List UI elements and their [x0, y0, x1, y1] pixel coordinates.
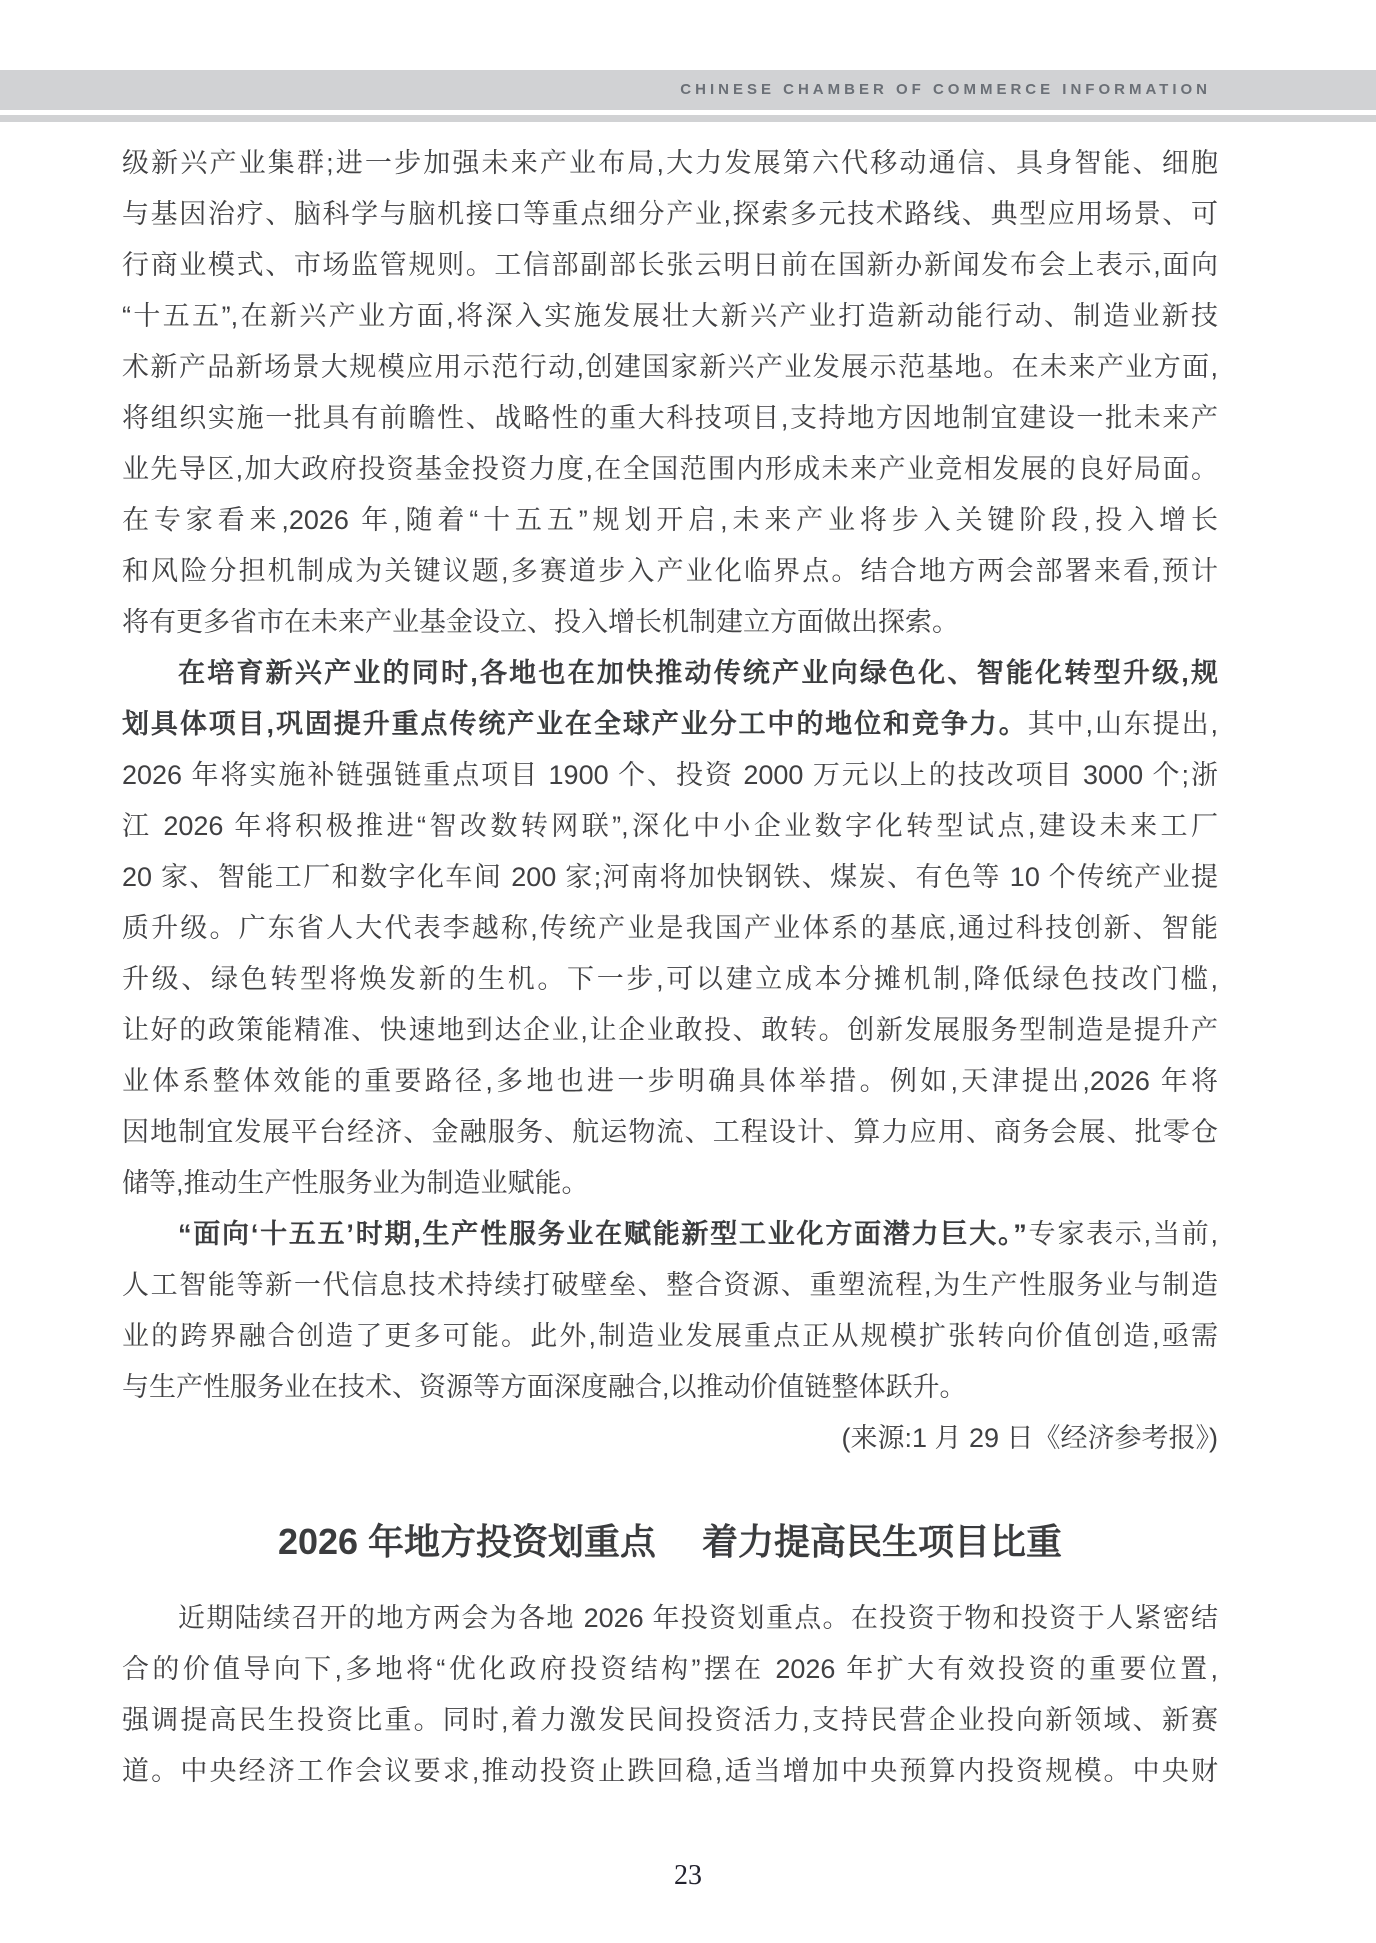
- header-rule: [0, 115, 1376, 122]
- text-line: [122, 393, 1218, 444]
- text-segment: 在专家看来,2026 年,随着“十五五”规划开启,未来产业将步入关键阶段,投入增长: [122, 505, 1218, 535]
- text-line: [122, 495, 1218, 546]
- paragraph: [122, 648, 1218, 1209]
- text-segment: 江 2026 年将积极推进“智改数转网联”,深化中小企业数字化转型试点,建设未来工厂: [122, 811, 1218, 841]
- article-2-title: 2026 年地方投资划重点 着力提高民生项目比重: [277, 1521, 1063, 1562]
- text-line: [122, 342, 1218, 393]
- text-line: [122, 954, 1218, 1005]
- text-segment: 与生产性服务业在技术、资源等方面深度融合,以推动价值链整体跃升。: [122, 1372, 967, 1402]
- text-line: [122, 1746, 1218, 1797]
- text-line: [122, 189, 1218, 240]
- text-line: [122, 801, 1218, 852]
- text-segment: 升级、绿色转型将焕发新的生机。下一步,可以建立成本分摊机制,降低绿色技改门槛,: [122, 964, 1218, 994]
- text-segment: 专家表示,当前,: [1026, 1219, 1218, 1249]
- text-segment: 强调提高民生投资比重。同时,着力激发民间投资活力,支持民营企业投向新领域、新赛: [122, 1705, 1218, 1735]
- text-line: [122, 852, 1218, 903]
- text-segment: 合的价值导向下,多地将“优化政府投资结构”摆在 2026 年扩大有效投资的重要位置,: [122, 1654, 1218, 1684]
- paragraph: [122, 1209, 1218, 1413]
- text-line: [122, 699, 1218, 750]
- text-segment: 20 家、智能工厂和数字化车间 200 家;河南将加快钢铁、煤炭、有色等 10 个传统产业提: [122, 862, 1218, 892]
- text-segment: 近期陆续召开的地方两会为各地 2026 年投资划重点。在投资于物和投资于人紧密结: [178, 1603, 1218, 1633]
- bold-text-segment: “面向‘十五五’时期,生产性服务业在赋能新型工业化方面潜力巨大。”: [178, 1219, 1027, 1249]
- text-line: [122, 903, 1218, 954]
- text-line: [122, 1056, 1218, 1107]
- text-segment: 将组织实施一批具有前瞻性、战略性的重大科技项目,支持地方因地制宜建设一批未来产: [122, 403, 1218, 433]
- text-segment: 道。中央经济工作会议要求,推动投资止跌回稳,适当增加中央预算内投资规模。中央财: [122, 1756, 1218, 1786]
- text-line: [122, 291, 1218, 342]
- text-line: [122, 240, 1218, 291]
- text-line: [122, 597, 1218, 648]
- text-segment: 2026 年将实施补链强链重点项目 1900 个、投资 2000 万元以上的技改项目 3000 个;浙: [122, 760, 1218, 790]
- text-segment: 与基因治疗、脑科学与脑机接口等重点细分产业,探索多元技术路线、典型应用场景、可: [122, 199, 1218, 229]
- bold-text-segment: 划具体项目,巩固提升重点传统产业在全球产业分工中的地位和竞争力。: [122, 709, 1028, 739]
- page-content: [122, 138, 1218, 1797]
- text-segment: 业的跨界融合创造了更多可能。此外,制造业发展重点正从规模扩张转向价值创造,亟需: [122, 1321, 1218, 1351]
- text-line: [122, 1260, 1218, 1311]
- bold-text-segment: 在培育新兴产业的同时,各地也在加快推动传统产业向绿色化、智能化转型升级,规: [178, 658, 1218, 688]
- text-segment: 业先导区,加大政府投资基金投资力度,在全国范围内形成未来产业竞相发展的良好局面。: [122, 454, 1218, 484]
- text-segment: 质升级。广东省人大代表李越称,传统产业是我国产业体系的基底,通过科技创新、智能: [122, 913, 1218, 943]
- page-number: 23: [674, 1860, 702, 1891]
- article-1-body: [122, 138, 1218, 1413]
- text-line: [122, 1005, 1218, 1056]
- text-segment: 人工智能等新一代信息技术持续打破壁垒、整合资源、重塑流程,为生产性服务业与制造: [122, 1270, 1218, 1300]
- text-segment: 和风险分担机制成为关键议题,多赛道步入产业化临界点。结合地方两会部署来看,预计: [122, 556, 1218, 586]
- text-segment: 业体系整体效能的重要路径,多地也进一步明确具体举措。例如,天津提出,2026 年将: [122, 1066, 1218, 1096]
- text-line: [122, 546, 1218, 597]
- text-segment: 将有更多省市在未来产业基金设立、投入增长机制建立方面做出探索。: [122, 607, 959, 637]
- header-banner-text: CHINESE CHAMBER OF COMMERCE INFORMATION: [680, 81, 1211, 98]
- text-line: [122, 1362, 1218, 1413]
- source-attribution: (来源:1 月 29 日《经济参考报》): [841, 1423, 1218, 1453]
- article-2-body: [122, 1593, 1218, 1797]
- text-line: [122, 1158, 1218, 1209]
- text-line: [122, 1695, 1218, 1746]
- text-segment: 行商业模式、市场监管规则。工信部副部长张云明日前在国新办新闻发布会上表示,面向: [122, 250, 1218, 280]
- text-line: [122, 1311, 1218, 1362]
- text-line: [122, 1593, 1218, 1644]
- text-segment: 其中,山东提出,: [1027, 709, 1218, 739]
- text-line: [122, 1644, 1218, 1695]
- text-segment: 让好的政策能精准、快速地到达企业,让企业敢投、敢转。创新发展服务型制造是提升产: [122, 1015, 1218, 1045]
- text-line: [122, 444, 1218, 495]
- paragraph: [122, 1593, 1218, 1797]
- text-line: [122, 1107, 1218, 1158]
- text-segment: “十五五”,在新兴产业方面,将深入实施发展壮大新兴产业打造新动能行动、制造业新技: [122, 301, 1218, 331]
- text-segment: 储等,推动生产性服务业为制造业赋能。: [122, 1168, 589, 1198]
- text-segment: 术新产品新场景大规模应用示范行动,创建国家新兴产业发展示范基地。在未来产业方面,: [122, 352, 1218, 382]
- text-segment: 级新兴产业集群;进一步加强未来产业布局,大力发展第六代移动通信、具身智能、细胞: [122, 148, 1218, 178]
- paragraph: [122, 138, 1218, 648]
- text-line: [122, 1209, 1218, 1260]
- text-line: [122, 138, 1218, 189]
- text-line: [122, 750, 1218, 801]
- text-segment: 因地制宜发展平台经济、金融服务、航运物流、工程设计、算力应用、商务会展、批零仓: [122, 1117, 1218, 1147]
- text-line: [122, 648, 1218, 699]
